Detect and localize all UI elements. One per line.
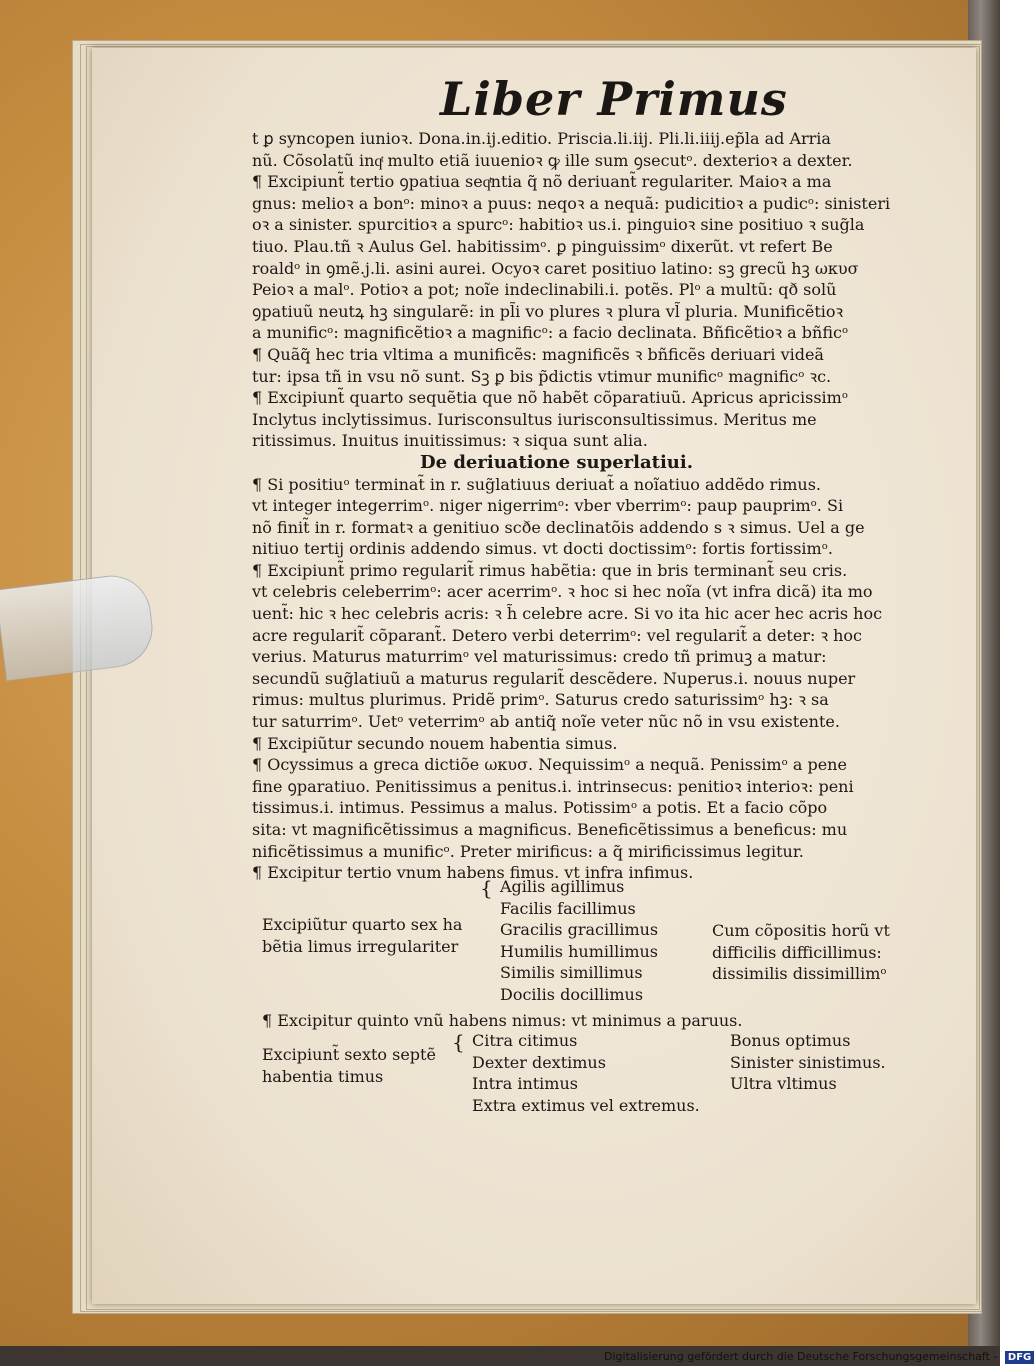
text-line: acre regularit̃ cõparant̃. Detero verbi deterrimᵒ: vel regularit̃ a deter: ꝛ hoc: [252, 625, 863, 645]
text-line: Excipiunt̃ sexto septẽ: [262, 1045, 436, 1064]
text-line: nificẽtissimus a munificᵒ. Preter mirificus: a q̃ mirificissimus legitur.: [252, 841, 804, 861]
text-line: tiuo. Plau.tñ ꝛ Aulus Gel. habitissimᵒ. ꝑ pinguissimᵒ dixerũt. vt refert Be: [252, 236, 833, 256]
text-line: vt integer integerrimᵒ. niger nigerrimᵒ: vber vberrimᵒ: paup pauprimᵒ. Si: [252, 496, 844, 516]
text-line: ¶ Excipiunt̃ primo regularit̃ rimus habẽtia: que in bris terminant̃ seu cris.: [252, 560, 848, 580]
text-line: ritissimus. Inuitus inuitissimus: ꝛ siqua sunt alia.: [252, 431, 648, 451]
text-line: habentia timus: [262, 1066, 384, 1086]
word-entry: Docilis docillimus: [500, 984, 644, 1004]
text-line: uent̃: hic ꝛ hec celebris acris: ꝛ h̃ celebre acre. Si vo ita hic acer hec acris hoc: [252, 604, 883, 624]
section-heading: De deriuatione superlatiui.: [420, 451, 693, 473]
word-entry: Agilis agillimus: [500, 877, 625, 896]
word-entry: Dexter dextimus: [472, 1052, 606, 1072]
text-line: Inclytus inclytissimus. Iurisconsultus iurisconsultissimus. Meritus me: [252, 409, 817, 429]
dfg-logo: DFG: [1005, 1351, 1034, 1364]
text-line: ¶ Excipiunt̃ quarto sequẽtia que nõ habẽt cõparatiuũ. Apricus apricissimᵒ: [252, 388, 848, 408]
footer-credit: [604, 1348, 1034, 1366]
text-block-2: [252, 474, 924, 884]
text-line: verius. Maturus maturrimᵒ vel maturissimus: credo tñ primuꝫ a matur:: [252, 647, 827, 667]
group6-right-words: [730, 1030, 886, 1095]
text-line: fine ꝯparatiuo. Penitissimus a penitus.i. intrinsecus: penitioꝛ interioꝛ: peni: [252, 776, 854, 796]
group4-label: [262, 914, 462, 957]
word-entry: Similis simillimus: [500, 963, 643, 983]
page-text: [252, 128, 924, 884]
text-line: nõ finit̃ in r. formatꝛ a genitiuo scðe declinatõis addendo s ꝛ simus. Uel a ge: [252, 517, 865, 537]
word-entry: Facilis facillimus: [500, 898, 636, 918]
text-line: Peioꝛ a malᵒ. Potioꝛ a pot; noĩe indeclinabili.i. potẽs. Plᵒ a multũ: qð solũ: [252, 280, 837, 300]
brace-open: {: [480, 876, 493, 900]
text-line: ¶ Excipiunt̃ tertio ꝯpatiua seqͭntia q̃ nõ deriuant̃ regulariter. Maioꝛ a ma: [252, 172, 832, 192]
text-line: ¶ Si positiuᵒ terminat̃ in r. sug̃latiuus deriuat̃ a noĩatiuo addẽdo rimus.: [252, 474, 821, 494]
text-line: bẽtia limus irregulariter: [262, 936, 459, 956]
footer-text: Digitalisierung gefördert durch die Deutsche Forschungsgemeinschaft -: [604, 1350, 998, 1363]
text-line: a munificᵒ: magnificẽtioꝛ a magnificᵒ: a facio declinata. Bñficẽtioꝛ a bñficᵒ: [252, 323, 849, 343]
text-line: nũ. Cõsolatũ inqͭ multo etiã iuuenioꝛ ꝙ ille sum ꝯsecutᵒ. dexterioꝛ a dexter.: [252, 150, 853, 170]
word-entry: Humilis humillimus: [500, 941, 659, 961]
text-line: ¶ Excipiũtur secundo nouem habentia simus.: [252, 733, 618, 753]
text-line: Cum cõpositis horũ vt: [712, 921, 890, 940]
text-line: tur saturrimᵒ. Uetᵒ veterrimᵒ ab antiq̃ noĩe veter nũc nõ in vsu existente.: [252, 712, 840, 732]
text-line: ¶ Excipitur quinto vnũ habens nimus: vt minimus a paruus.: [262, 1011, 743, 1030]
text-line: t ꝑ syncopen iunioꝛ. Dona.in.ij.editio. Priscia.li.iij. Pli.li.iiij.ep̃la ad Arria: [252, 129, 831, 148]
group6-label: [262, 1044, 436, 1087]
text-line: roaldᵒ in ꝯmẽ.j.li. asini aurei. Ocyoꝛ caret positiuo latino: sꝫ grecũ hꝫ ωκυσ: [252, 258, 859, 278]
text-block-1: [252, 128, 924, 452]
word-entry: Intra intimus: [472, 1074, 578, 1094]
text-line: gnus: melioꝛ a bonᵒ: minoꝛ a puus: neqoꝛ a nequã: pudicitioꝛ a pudicᵒ: sinisteri: [252, 193, 891, 213]
word-entry: Citra citimus: [472, 1031, 578, 1050]
text-line: vt celebris celeberrimᵒ: acer acerrimᵒ. ꝛ hoc si hec noĩa (vt infra dicã) ita mo: [252, 582, 873, 602]
text-line: ¶ Excipitur tertio vnum habens fimus. vt infra infimus.: [252, 863, 694, 883]
word-entry: Gracilis gracillimus: [500, 920, 659, 940]
page-title: Liber Primus: [440, 72, 788, 126]
text-line: oꝛ a sinister. spurcitioꝛ a spurcᵒ: habitioꝛ us.i. pinguioꝛ sine positiuo ꝛ sug̃la: [252, 215, 865, 235]
word-entry: Ultra vltimus: [730, 1074, 837, 1094]
text-line: nitiuo tertij ordinis addendo simus. vt docti doctissimᵒ: fortis fortissimᵒ.: [252, 539, 833, 559]
text-line: ¶ Quãq̃ hec tria vltima a munificẽs: magnificẽs ꝛ bñficẽs deriuari videã: [252, 344, 824, 364]
text-line: dissimilis dissimillimᵒ: [712, 964, 887, 984]
text-line: sita: vt magnificẽtissimus a magnificus. Beneficẽtissimus a beneficus: mu: [252, 820, 848, 839]
brace-open: {: [452, 1030, 465, 1054]
text-line: Excipiũtur quarto sex ha: [262, 915, 463, 934]
group6-left-words: [472, 1030, 700, 1116]
text-line: tur: ipsa tñ in vsu nõ sunt. Sꝫ ꝑ bis p̃dictis vtimur munificᵒ magnificᵒ ꝛc.: [252, 366, 832, 386]
word-entry: Sinister sinistimus.: [730, 1052, 886, 1072]
text-line: difficilis difficillimus:: [712, 942, 882, 962]
text-line: rimus: multus plurimus. Pridẽ primᵒ. Saturus credo saturissimᵒ hꝫ: ꝛ sa: [252, 690, 829, 710]
text-line: tissimus.i. intimus. Pessimus a malus. Potissimᵒ a potis. Et a facio cõpo: [252, 798, 828, 818]
line-quinto: [262, 1010, 742, 1032]
text-line: ꝯpatiuũ neutꝝ hꝫ singularẽ: in pl̃i vo plures ꝛ plura vl̃ pluria. Munificẽtioꝛ: [252, 301, 844, 321]
group4-words: [500, 876, 658, 1006]
text-line: ¶ Ocyssimus a greca dictiõe ωκυσ. Nequissimᵒ a nequã. Penissimᵒ a pene: [252, 755, 847, 775]
text-line: secundũ sug̃latiuũ a maturus regularit̃ descẽdere. Nuperus.i. nouus nuper: [252, 668, 856, 688]
word-entry: Extra extimus vel extremus.: [472, 1095, 700, 1115]
group4-note: [712, 920, 890, 985]
word-entry: Bonus optimus: [730, 1031, 851, 1050]
